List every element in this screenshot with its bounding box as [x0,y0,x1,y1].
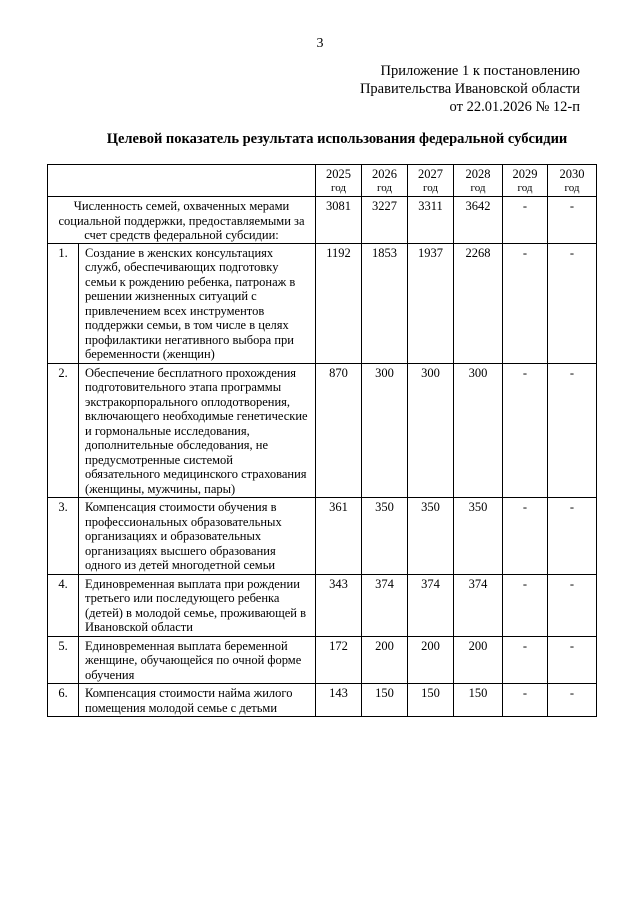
row-value-2029: - [503,498,548,575]
row-number: 4. [48,574,79,636]
header-year-2025: 2025 год [316,165,362,197]
row-value-2030: - [548,574,597,636]
row-value-2027: 350 [408,498,454,575]
row-value-2026: 374 [362,574,408,636]
row-value-2026: 300 [362,363,408,498]
table-row-total [48,197,597,244]
row-value-2025: 361 [316,498,362,575]
row-value-2029: - [503,363,548,498]
appendix-line-1: Приложение 1 к постановлению [380,63,580,79]
header-year-2028: 2028 год [454,165,503,197]
row-label: Компенсация стоимости обучения в профессиональных образовательных организациях и образовательных организациях высшего образования одного из детей многодетной семьи [79,498,316,575]
indicators-table [47,164,597,717]
row-value-2028: 374 [454,574,503,636]
row-label: Создание в женских консультациях служб, обеспечивающих подготовку семьи к рождению ребенка, патронаж в решении жизненных ситуаций с привлечением всех инструментов поддержки семьи, в том числе в целях профилактики негативного выбора при беременности (женщин) [79,243,316,363]
row-value-2029: - [503,636,548,684]
header-year-2027: 2027 год [408,165,454,197]
header-year-2029: 2029 год [503,165,548,197]
row-value-2028: 2268 [454,243,503,363]
total-value-2029: - [503,197,548,244]
row-label: Компенсация стоимости найма жилого помещения молодой семье с детьми [79,684,316,717]
row-label: Единовременная выплата беременной женщине, обучающейся по очной форме обучения [79,636,316,684]
row-value-2026: 200 [362,636,408,684]
row-value-2027: 374 [408,574,454,636]
table-row [48,363,597,498]
row-value-2030: - [548,498,597,575]
row-value-2030: - [548,363,597,498]
total-value-2030: - [548,197,597,244]
row-value-2025: 143 [316,684,362,717]
appendix-reference [360,62,580,116]
table-row [48,574,597,636]
table-row [48,636,597,684]
row-value-2027: 150 [408,684,454,717]
row-number: 6. [48,684,79,717]
header-year-2026: 2026 год [362,165,408,197]
row-value-2026: 350 [362,498,408,575]
total-value-2025: 3081 [316,197,362,244]
row-value-2030: - [548,243,597,363]
row-value-2028: 300 [454,363,503,498]
row-label: Обеспечение бесплатного прохождения подготовительного этапа программы экстракорпорального оплодотворения, включающего необходимые генетические и гормональные исследования, дополнительные обследования, не предусмотренные системой обязательного медицинского страхования (женщины, мужчины, пары) [79,363,316,498]
table-row [48,243,597,363]
row-value-2026: 150 [362,684,408,717]
appendix-line-3: от 22.01.2026 № 12-п [449,99,580,115]
header-year-2030: 2030 год [548,165,597,197]
table-header-row [48,165,597,197]
total-label: Численность семей, охваченных мерами социальной поддержки, предоставляемыми за счет средств федеральной субсидии: [48,197,316,244]
row-value-2027: 200 [408,636,454,684]
page-number: 3 [316,36,324,51]
row-value-2028: 150 [454,684,503,717]
row-value-2029: - [503,684,548,717]
row-value-2025: 172 [316,636,362,684]
header-empty-cell [48,165,316,197]
total-value-2028: 3642 [454,197,503,244]
row-value-2029: - [503,243,548,363]
row-value-2028: 350 [454,498,503,575]
table-row [48,684,597,717]
row-value-2029: - [503,574,548,636]
row-number: 1. [48,243,79,363]
row-number: 3. [48,498,79,575]
row-value-2025: 1192 [316,243,362,363]
document-title: Целевой показатель результата использования федеральной субсидии [106,131,568,147]
row-value-2027: 300 [408,363,454,498]
row-label: Единовременная выплата при рождении третьего или последующего ребенка (детей) в молодой семье, проживающей в Ивановской области [79,574,316,636]
row-value-2025: 870 [316,363,362,498]
row-value-2030: - [548,636,597,684]
row-value-2030: - [548,684,597,717]
appendix-line-2: Правительства Ивановской области [359,81,580,97]
total-value-2027: 3311 [408,197,454,244]
row-number: 2. [48,363,79,498]
row-value-2028: 200 [454,636,503,684]
total-value-2026: 3227 [362,197,408,244]
table-row [48,498,597,575]
row-value-2026: 1853 [362,243,408,363]
row-value-2027: 1937 [408,243,454,363]
row-number: 5. [48,636,79,684]
row-value-2025: 343 [316,574,362,636]
